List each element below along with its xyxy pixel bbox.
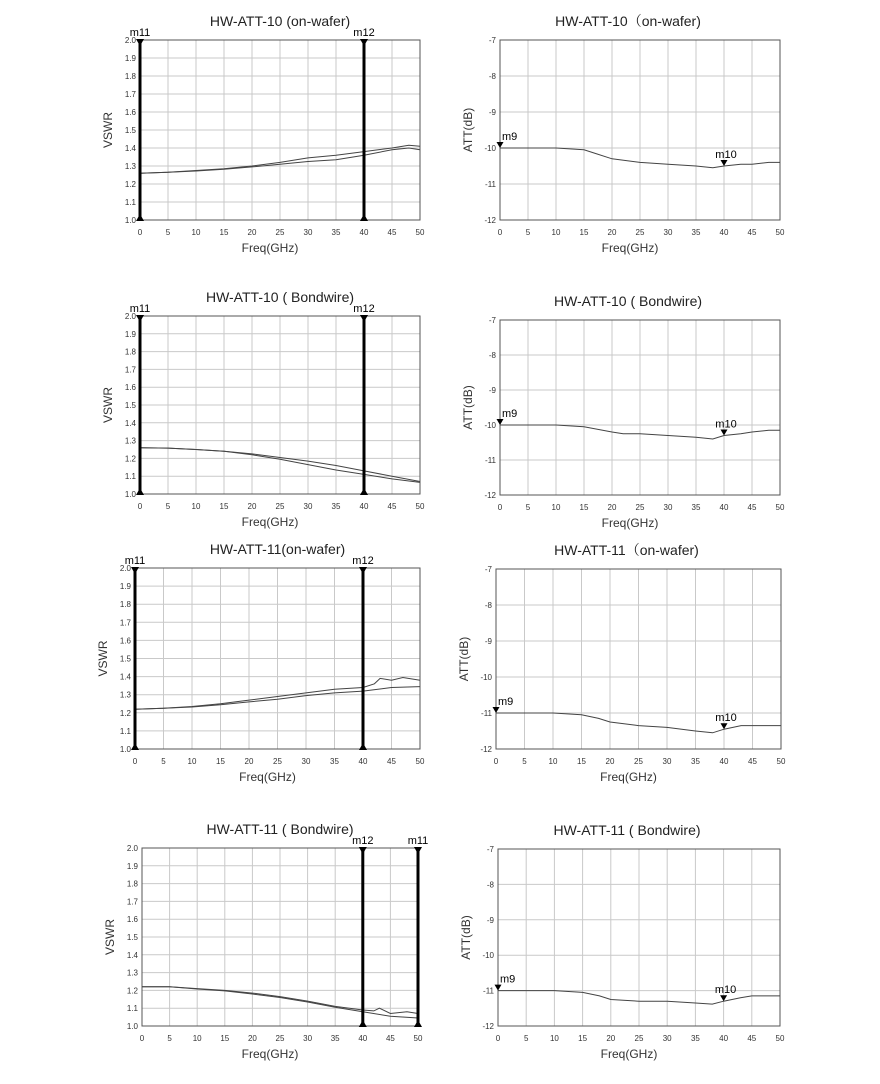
chart-panel-1	[101, 13, 425, 255]
x-tick-label: 30	[663, 503, 673, 512]
x-tick-label: 5	[523, 1034, 529, 1043]
y-tick-label: 1.9	[124, 329, 136, 339]
x-tick-label: 35	[691, 757, 700, 766]
y-axis-label: VSWR	[103, 919, 117, 955]
chart-panel-8	[459, 822, 785, 1061]
marker-bottom-triangle	[414, 1020, 422, 1027]
y-tick-label: 1.2	[124, 454, 136, 464]
y-tick-label: 1.0	[124, 216, 136, 225]
x-tick-label: 50	[415, 502, 425, 511]
point-marker-label: m9	[502, 408, 518, 420]
y-tick-label: 1.2	[124, 180, 136, 189]
x-tick-label: 15	[216, 757, 225, 766]
y-tick-label: -11	[485, 456, 496, 465]
y-axis-label: ATT(dB)	[461, 385, 475, 430]
x-tick-label: 35	[331, 228, 341, 237]
x-tick-label: 45	[387, 757, 396, 766]
x-tick-label: 25	[273, 757, 282, 766]
y-tick-label: -8	[488, 351, 496, 360]
x-tick-label: 15	[577, 757, 586, 766]
marker-bottom-triangle	[136, 488, 144, 495]
y-tick-label: -10	[482, 951, 494, 961]
x-axis-label: Freq(GHz)	[601, 516, 659, 530]
x-tick-label: 20	[605, 757, 615, 766]
y-tick-label: -11	[481, 709, 492, 718]
x-tick-label: 50	[775, 228, 785, 237]
x-tick-label: 20	[247, 1034, 257, 1043]
x-tick-label: 0	[493, 757, 499, 766]
marker-label: m12	[352, 835, 374, 847]
x-tick-label: 45	[748, 757, 757, 766]
x-tick-label: 20	[606, 1034, 616, 1043]
x-tick-label: 0	[137, 228, 143, 237]
x-tick-label: 45	[387, 228, 397, 237]
y-tick-label: -8	[486, 880, 494, 890]
y-tick-label: 1.9	[124, 54, 136, 63]
x-tick-label: 30	[303, 502, 313, 511]
chart-title: HW-ATT-10 ( Bondwire)	[205, 289, 355, 305]
x-tick-label: 45	[747, 228, 757, 237]
x-tick-label: 10	[548, 757, 558, 766]
x-tick-label: 5	[161, 757, 166, 766]
point-marker-label: m9	[502, 131, 518, 143]
y-tick-label: 1.1	[119, 726, 131, 736]
x-tick-label: 5	[165, 228, 171, 237]
x-tick-label: 50	[415, 757, 425, 766]
y-tick-label: 1.4	[126, 950, 138, 960]
marker-bottom-triangle	[360, 488, 368, 495]
y-tick-label: 2.0	[124, 312, 136, 321]
x-tick-label: 40	[359, 502, 369, 511]
y-tick-label: 1.8	[126, 879, 138, 889]
marker-top-triangle	[414, 847, 422, 854]
marker-label: m12	[353, 27, 375, 39]
point-marker-label: m10	[715, 149, 737, 161]
x-tick-label: 0	[139, 1034, 145, 1043]
marker-top-triangle	[136, 39, 144, 46]
x-tick-label: 35	[330, 1034, 340, 1043]
x-tick-label: 5	[525, 228, 531, 237]
x-tick-label: 0	[137, 502, 143, 511]
x-tick-label: 40	[358, 1034, 368, 1043]
x-tick-label: 25	[275, 1034, 285, 1043]
y-tick-label: 1.3	[119, 690, 131, 700]
y-tick-label: 1.7	[124, 90, 136, 99]
y-tick-label: 1.2	[119, 708, 131, 718]
y-tick-label: -9	[488, 386, 496, 395]
marker-top-triangle	[131, 567, 139, 574]
x-axis-label: Freq(GHz)	[600, 770, 657, 784]
y-tick-label: 1.8	[124, 72, 136, 81]
chart-panel-3	[101, 289, 425, 529]
chart-title: HW-ATT-10（on-wafer)	[555, 13, 701, 29]
x-tick-label: 35	[690, 1034, 700, 1043]
y-tick-label: -11	[485, 180, 496, 189]
x-tick-label: 25	[635, 503, 645, 512]
point-marker-label: m9	[500, 973, 516, 986]
y-tick-label: 2.0	[126, 844, 138, 853]
y-tick-label: -12	[480, 745, 492, 754]
y-tick-label: 1.3	[124, 162, 136, 171]
y-tick-label: -11	[483, 986, 494, 996]
x-tick-label: 45	[387, 502, 397, 511]
x-tick-label: 10	[191, 228, 201, 237]
point-marker-label: m10	[715, 712, 737, 725]
x-tick-label: 15	[219, 502, 229, 511]
marker-bottom-triangle	[359, 1020, 367, 1027]
x-tick-label: 10	[191, 502, 201, 511]
x-tick-label: 30	[662, 757, 672, 766]
x-tick-label: 40	[719, 1034, 729, 1043]
x-tick-label: 45	[747, 503, 757, 512]
y-tick-label: 1.5	[119, 654, 131, 664]
y-tick-label: -10	[480, 673, 492, 682]
y-tick-label: 1.7	[119, 618, 131, 628]
x-axis-label: Freq(GHz)	[241, 241, 299, 255]
x-tick-label: 30	[303, 228, 313, 237]
y-axis-label: VSWR	[101, 112, 115, 148]
x-tick-label: 10	[549, 1034, 559, 1043]
marker-bottom-triangle	[360, 214, 368, 221]
x-tick-label: 20	[244, 757, 254, 766]
x-axis-label: Freq(GHz)	[600, 1047, 658, 1061]
x-tick-label: 25	[635, 228, 645, 237]
y-tick-label: 1.1	[124, 198, 136, 207]
y-tick-label: 1.3	[126, 968, 138, 978]
y-tick-label: 1.6	[124, 108, 136, 117]
x-tick-label: 15	[219, 228, 229, 237]
x-tick-label: 5	[165, 502, 171, 511]
x-tick-label: 0	[132, 757, 138, 766]
marker-top-triangle	[360, 39, 368, 46]
chart-title: HW-ATT-11 ( Bondwire)	[206, 821, 354, 837]
y-tick-label: 1.1	[126, 1004, 138, 1014]
x-tick-label: 5	[522, 757, 527, 766]
marker-label: m12	[352, 555, 374, 567]
x-tick-label: 30	[301, 757, 311, 766]
y-tick-label: -12	[484, 216, 496, 225]
y-tick-label: -12	[484, 491, 496, 500]
x-tick-label: 25	[634, 757, 643, 766]
y-tick-label: -9	[484, 637, 492, 646]
y-tick-label: -10	[484, 144, 496, 153]
x-tick-label: 5	[167, 1034, 172, 1043]
x-tick-label: 15	[579, 228, 589, 237]
marker-top-triangle	[359, 567, 367, 574]
x-tick-label: 40	[358, 757, 368, 766]
marker-label: m11	[129, 27, 151, 39]
x-tick-label: 20	[247, 228, 257, 237]
x-tick-label: 40	[719, 228, 729, 237]
y-tick-label: 2.0	[119, 564, 131, 573]
y-tick-label: 1.6	[119, 636, 131, 646]
chart-title: HW-ATT-11（on-wafer)	[554, 542, 699, 558]
x-tick-label: 20	[247, 502, 257, 511]
x-tick-label: 50	[776, 757, 786, 766]
marker-bottom-triangle	[359, 743, 367, 750]
x-tick-label: 25	[275, 228, 285, 237]
y-axis-label: VSWR	[96, 640, 110, 677]
point-marker-label: m9	[498, 696, 514, 708]
x-tick-label: 35	[691, 228, 701, 237]
y-axis-label: ATT(dB)	[459, 915, 473, 960]
marker-top-triangle	[359, 847, 367, 854]
y-tick-label: -9	[486, 915, 494, 925]
x-axis-label: Freq(GHz)	[241, 1047, 299, 1061]
x-tick-label: 35	[691, 503, 701, 512]
y-tick-label: -7	[488, 36, 496, 45]
x-tick-label: 10	[551, 503, 561, 512]
x-tick-label: 25	[634, 1034, 644, 1043]
x-tick-label: 0	[497, 228, 503, 237]
x-tick-label: 40	[719, 503, 729, 512]
x-tick-label: 15	[579, 503, 589, 512]
y-axis-label: VSWR	[101, 387, 115, 423]
x-tick-label: 20	[607, 503, 617, 512]
marker-label: m11	[124, 555, 146, 567]
x-tick-label: 45	[747, 1034, 757, 1043]
y-tick-label: 1.5	[124, 126, 136, 135]
x-tick-label: 15	[578, 1034, 588, 1043]
x-tick-label: 25	[275, 502, 285, 511]
x-tick-label: 5	[525, 503, 531, 512]
x-tick-label: 50	[775, 1034, 785, 1043]
y-tick-label: 1.5	[124, 401, 136, 410]
x-axis-label: Freq(GHz)	[239, 770, 296, 784]
x-tick-label: 20	[607, 228, 617, 237]
chart-title: HW-ATT-10 ( Bondwire)	[553, 293, 703, 309]
point-marker-label: m10	[715, 418, 737, 431]
marker-top-triangle	[136, 315, 144, 322]
y-tick-label: 1.1	[124, 472, 136, 482]
y-tick-label: 1.2	[126, 986, 138, 996]
x-tick-label: 30	[663, 228, 673, 237]
y-tick-label: 1.8	[124, 347, 136, 357]
x-tick-label: 30	[662, 1034, 672, 1043]
marker-bottom-triangle	[131, 743, 139, 750]
y-tick-label: -8	[488, 72, 496, 81]
x-tick-label: 35	[330, 757, 339, 766]
y-tick-label: 1.4	[124, 144, 136, 153]
y-tick-label: -7	[486, 845, 494, 854]
marker-label: m11	[407, 835, 429, 847]
y-tick-label: 1.6	[126, 915, 138, 925]
x-tick-label: 40	[359, 228, 369, 237]
y-tick-label: 1.0	[126, 1022, 138, 1031]
y-tick-label: 1.5	[126, 933, 138, 942]
chart-panel-5	[96, 541, 425, 784]
y-tick-label: 1.4	[119, 672, 131, 682]
y-tick-label: -7	[488, 316, 496, 325]
chart-title: HW-ATT-10 (on-wafer)	[209, 13, 351, 29]
x-tick-label: 35	[331, 502, 341, 511]
marker-bottom-triangle	[136, 214, 144, 221]
y-tick-label: 1.6	[124, 383, 136, 393]
x-tick-label: 50	[415, 228, 425, 237]
point-marker-label: m10	[714, 984, 737, 997]
y-tick-label: -10	[484, 421, 496, 430]
chart-panel-7	[103, 821, 428, 1061]
y-tick-label: 1.9	[126, 861, 138, 871]
x-tick-label: 10	[192, 1034, 202, 1043]
y-tick-label: 1.0	[124, 490, 136, 499]
x-tick-label: 0	[497, 503, 503, 512]
y-tick-label: -9	[488, 108, 496, 117]
x-tick-label: 0	[495, 1034, 501, 1043]
x-tick-label: 40	[719, 757, 729, 766]
chart-title: HW-ATT-11(on-wafer)	[209, 541, 346, 557]
chart-panel-2	[461, 13, 785, 255]
x-tick-label: 50	[775, 503, 785, 512]
y-tick-label: 2.0	[124, 36, 136, 45]
y-tick-label: 1.4	[124, 418, 136, 428]
y-tick-label: 1.7	[124, 365, 136, 375]
x-tick-label: 15	[220, 1034, 230, 1043]
x-tick-label: 45	[385, 1034, 395, 1043]
x-axis-label: Freq(GHz)	[241, 515, 299, 529]
chart-panel-4	[461, 293, 785, 530]
chart-panel-6	[457, 542, 786, 784]
y-tick-label: 1.7	[126, 897, 138, 907]
y-tick-label: 1.8	[119, 600, 131, 610]
y-axis-label: ATT(dB)	[461, 107, 475, 153]
y-tick-label: 1.9	[119, 582, 131, 592]
x-tick-label: 50	[413, 1034, 423, 1043]
y-tick-label: 1.3	[124, 436, 136, 446]
y-tick-label: -12	[482, 1022, 494, 1031]
y-tick-label: -7	[484, 565, 492, 574]
y-axis-label: ATT(dB)	[457, 636, 471, 682]
marker-top-triangle	[360, 315, 368, 322]
y-tick-label: 1.0	[119, 745, 131, 754]
marker-label: m12	[353, 303, 375, 315]
marker-label: m11	[129, 303, 151, 315]
x-tick-label: 30	[303, 1034, 313, 1043]
y-tick-label: -8	[484, 601, 492, 610]
chart-title: HW-ATT-11 ( Bondwire)	[553, 822, 701, 838]
x-tick-label: 10	[187, 757, 197, 766]
x-axis-label: Freq(GHz)	[601, 241, 659, 255]
x-tick-label: 10	[551, 228, 561, 237]
